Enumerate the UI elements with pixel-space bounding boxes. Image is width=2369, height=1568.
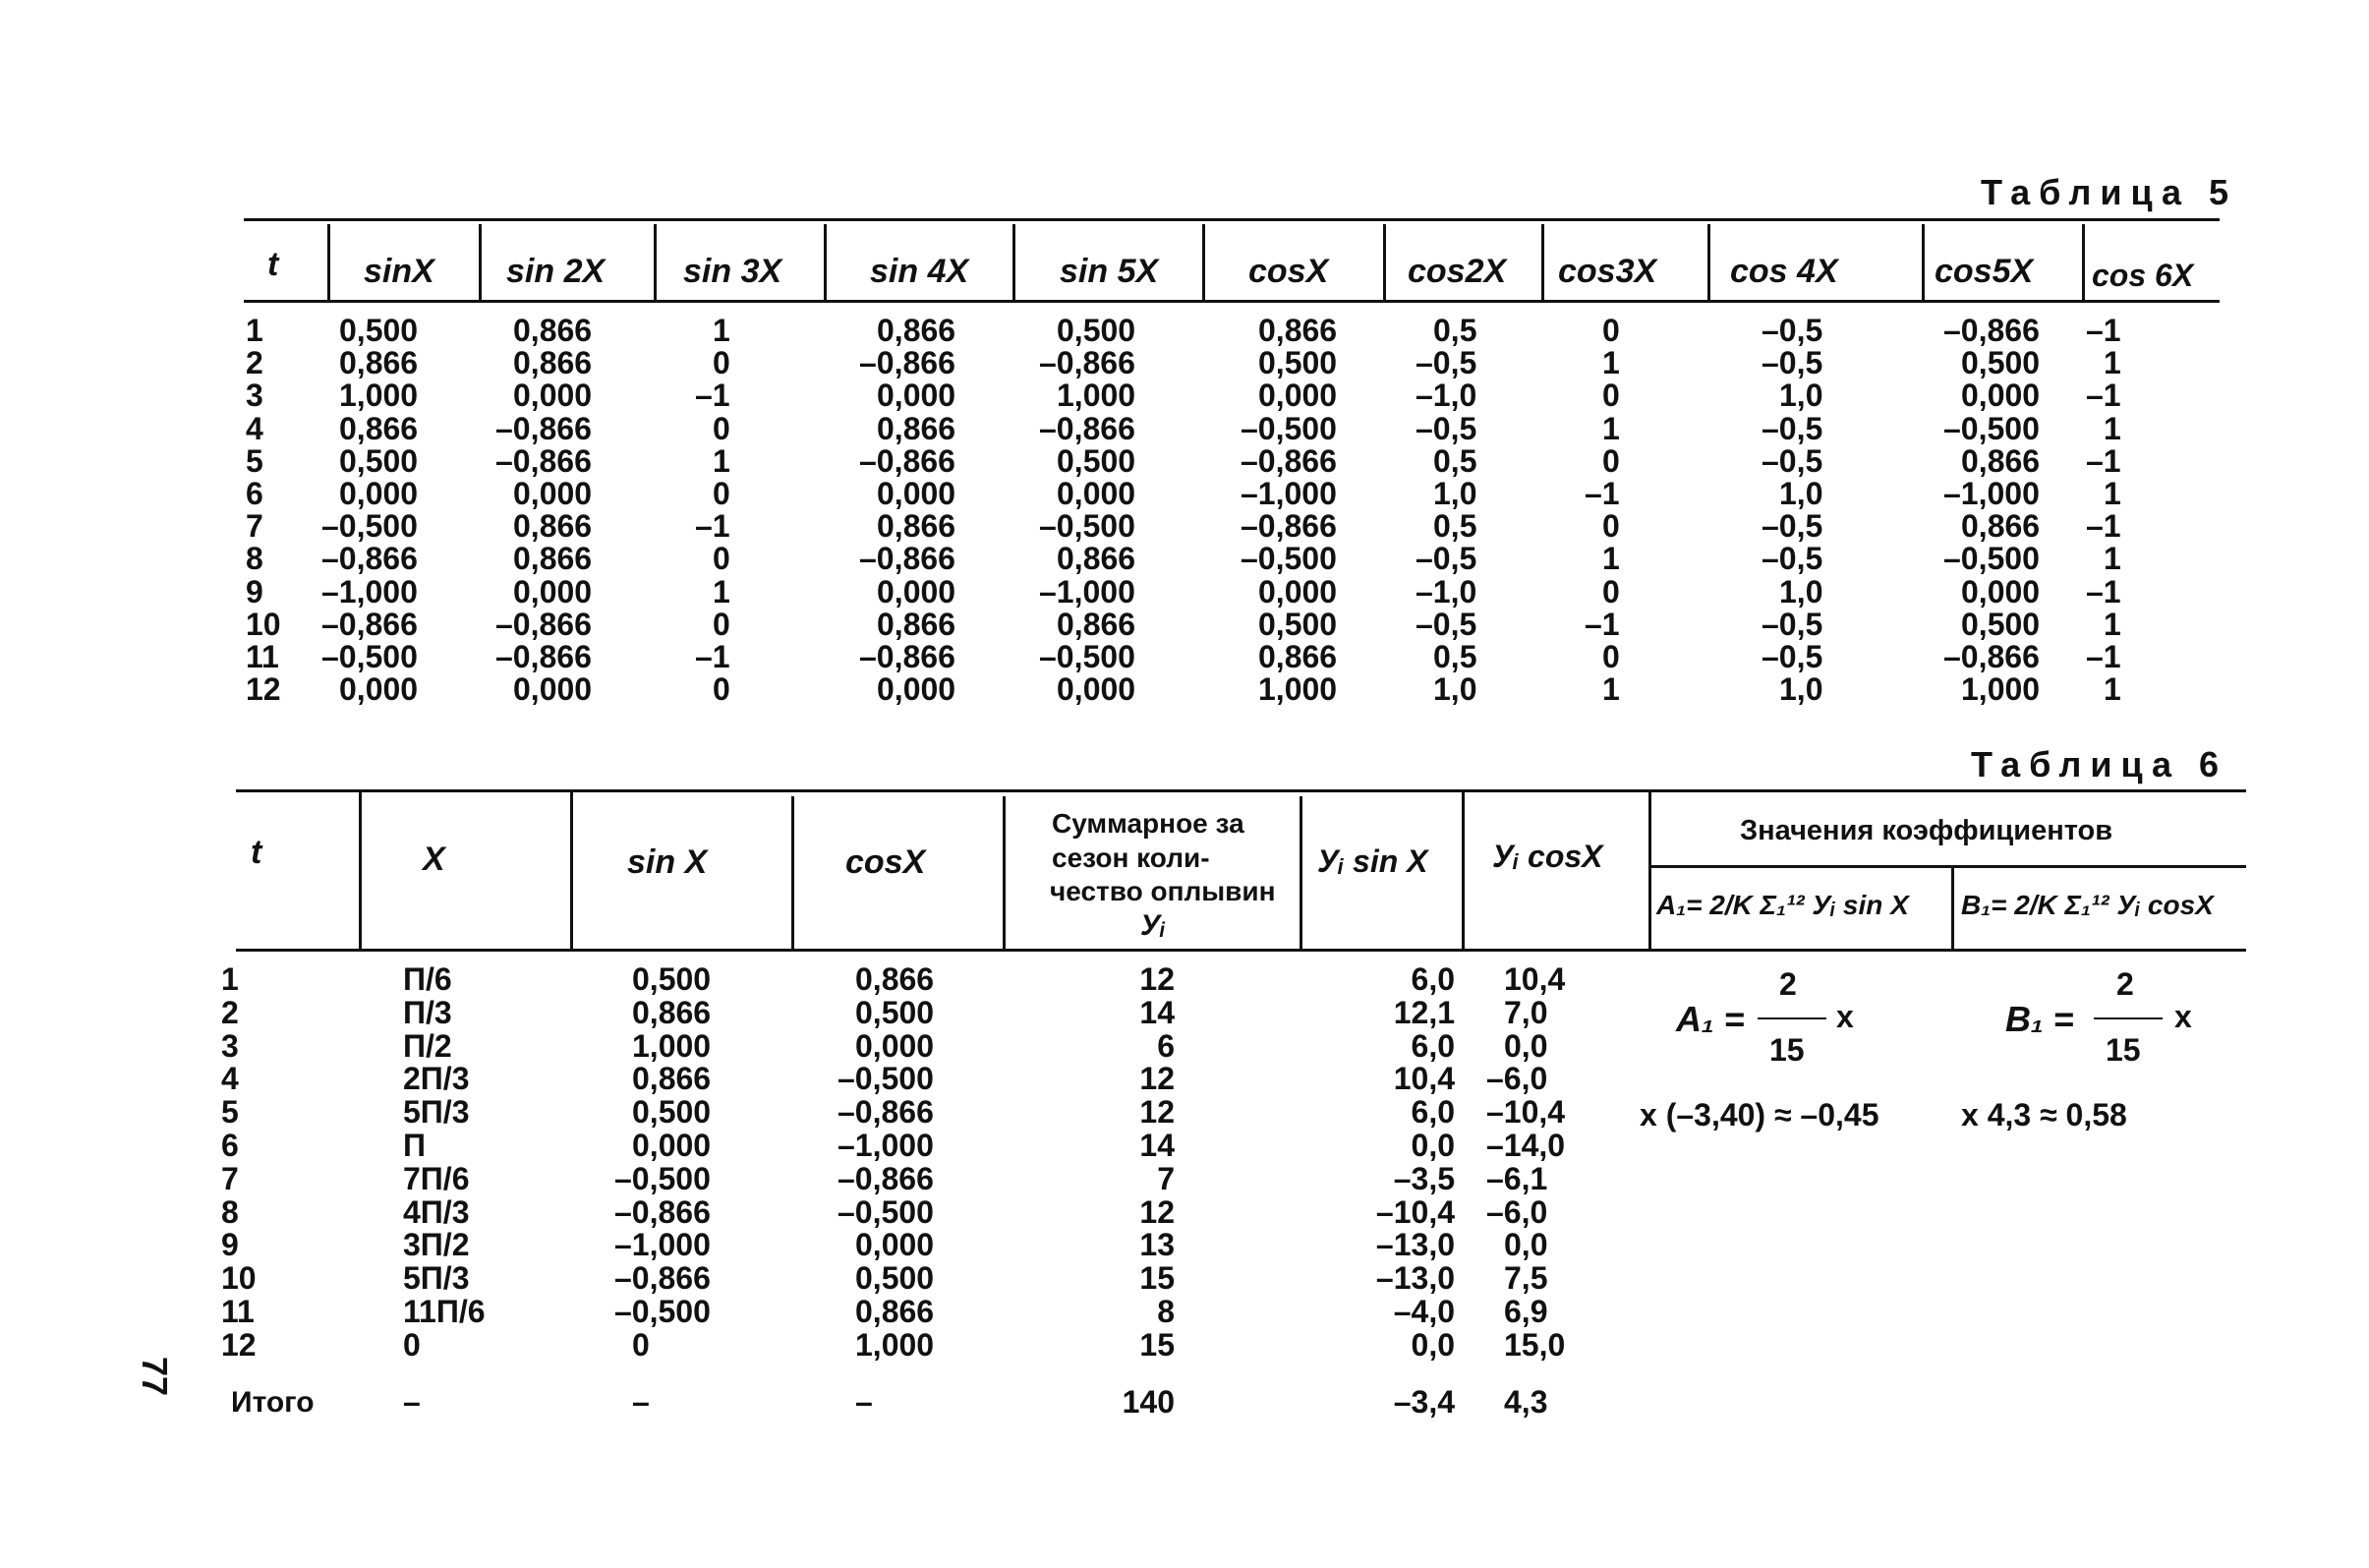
- table5-cell-t: 7: [246, 508, 263, 544]
- table5-cell-cos3x: 0: [1602, 508, 1620, 544]
- table5-header-cos5x: cos5X: [1935, 253, 2034, 290]
- table6-cell-sum-y: 14: [1139, 995, 1175, 1030]
- table6-cell-t: 11: [221, 1294, 255, 1329]
- table6-cell-sinx: –0,500: [614, 1161, 711, 1196]
- table5-cell-cos4x: 1,0: [1779, 671, 1823, 707]
- table6-cell-cosx: –0,866: [838, 1161, 934, 1196]
- table5-cell-cosx: –0,500: [1241, 541, 1337, 576]
- table5-cell-sin5x: 0,500: [1057, 443, 1136, 479]
- table5-cell-cosx: –0,500: [1241, 411, 1337, 446]
- table6-cell-sum-y: 13: [1139, 1227, 1175, 1262]
- b1-calc-den: 15: [2106, 1032, 2141, 1068]
- table5-cell-cos6x: 1: [2104, 476, 2121, 511]
- b1-calc-lhs: B₁ =: [2005, 999, 2074, 1039]
- table6-total-x: –: [403, 1384, 421, 1420]
- table6-cell-t: 9: [221, 1227, 239, 1262]
- table6-cell-cosx: –0,500: [838, 1061, 934, 1096]
- table6-cell-ycosx: –6,0: [1486, 1061, 1548, 1096]
- table5-cell-cos3x: 0: [1602, 443, 1620, 479]
- table5-cell-sin2x: 0,866: [513, 508, 593, 544]
- table6-cell-ycosx: 6,9: [1504, 1294, 1548, 1329]
- a1-calc-den: 15: [1769, 1032, 1805, 1068]
- table5-cell-t: 12: [246, 671, 281, 707]
- table5-cell-t: 6: [246, 476, 263, 511]
- table6-cell-ysinx: –10,4: [1375, 1194, 1455, 1230]
- table5-cell-cos3x: –1: [1585, 607, 1620, 642]
- table5-cell-cos5x: –0,500: [1943, 541, 2040, 576]
- table5-header-sin2x: sin 2X: [506, 253, 606, 290]
- table6-cell-x: 2П/3: [403, 1061, 470, 1096]
- table5-cell-cos5x: 0,500: [1961, 345, 2041, 380]
- table6-cell-ysinx: 6,0: [1411, 1094, 1455, 1130]
- table5-cell-cosx: –0,866: [1241, 508, 1337, 544]
- table5-cell-sin3x: 1: [713, 443, 730, 479]
- table5-cell-sin5x: –0,500: [1039, 639, 1135, 674]
- table5-cell-cos3x: 1: [1602, 345, 1620, 380]
- table6-header-cosx: cosX: [845, 843, 926, 881]
- table5-caption: Таблица 5: [1981, 172, 2238, 212]
- table5-cell-sin5x: –0,866: [1039, 345, 1135, 380]
- table5-header-cos3x: cos3X: [1558, 253, 1657, 290]
- table5-top-rule: [244, 218, 2220, 221]
- b1-calc-times: x: [2174, 999, 2192, 1034]
- table5-cell-sin2x: 0,000: [513, 377, 593, 413]
- table6-cell-sinx: –0,500: [614, 1294, 711, 1329]
- table5-col-sep: [1383, 224, 1386, 301]
- table5-cell-cos6x: –1: [2086, 377, 2121, 413]
- table6-cell-sinx: 1,000: [632, 1028, 712, 1064]
- table5-cell-cos3x: 0: [1602, 313, 1620, 348]
- table5-cell-cos2x: 0,5: [1433, 313, 1477, 348]
- table5-cell-cos5x: 0,866: [1961, 443, 2041, 479]
- table6-cell-sinx: 0,866: [632, 1061, 712, 1096]
- table6-cell-ysinx: –4,0: [1393, 1294, 1455, 1329]
- table6-cell-t: 6: [221, 1128, 239, 1163]
- table6-cell-ysinx: 6,0: [1411, 1028, 1455, 1064]
- table5-cell-sin4x: –0,866: [859, 345, 955, 380]
- table5-cell-cos6x: 1: [2104, 541, 2121, 576]
- table5-cell-t: 9: [246, 574, 263, 610]
- table6-cell-sinx: 0,500: [632, 1094, 712, 1130]
- table5-cell-cosx: 0,866: [1258, 313, 1338, 348]
- table6-col-sep: [1951, 867, 1954, 949]
- table5-cell-cos5x: 1,000: [1961, 671, 2041, 707]
- table6-cell-x: 7П/6: [403, 1161, 470, 1196]
- table6-cell-cosx: –0,866: [838, 1094, 934, 1130]
- table6-total-ysinx: –3,4: [1393, 1384, 1455, 1420]
- table6-cell-cosx: 0,500: [855, 1260, 935, 1296]
- table6-col-sep: [1003, 796, 1006, 949]
- table5-cell-cos4x: –0,5: [1762, 411, 1823, 446]
- table6-total-sum-y: 140: [1122, 1384, 1175, 1420]
- table5-cell-sin4x: 0,866: [877, 313, 956, 348]
- table6-cell-x: 0: [403, 1327, 421, 1363]
- table6-cell-sum-y: 12: [1139, 1194, 1175, 1230]
- table6-caption: Таблица 6: [1971, 744, 2228, 784]
- table5-col-sep: [479, 224, 482, 301]
- table5-cell-cos2x: –0,5: [1416, 411, 1477, 446]
- table6-top-rule: [236, 789, 2246, 792]
- table6-cell-x: 5П/3: [403, 1260, 470, 1296]
- table5-cell-sin4x: 0,000: [877, 574, 956, 610]
- table5-cell-sin4x: 0,866: [877, 508, 956, 544]
- table5-cell-sin3x: 1: [713, 574, 730, 610]
- table5-cell-cos3x: 1: [1602, 541, 1620, 576]
- table6-cell-x: П: [403, 1128, 426, 1163]
- table5-cell-cosx: 0,500: [1258, 345, 1338, 380]
- table5-cell-sin3x: 0: [713, 671, 730, 707]
- table5-cell-cos6x: –1: [2086, 574, 2121, 610]
- table5-cell-cos2x: –1,0: [1416, 574, 1477, 610]
- table5-header-cos2x: cos2X: [1408, 253, 1507, 290]
- table5-cell-cos4x: 1,0: [1779, 377, 1823, 413]
- table6-cell-ysinx: 10,4: [1393, 1061, 1455, 1096]
- table5-cell-cos3x: 1: [1602, 671, 1620, 707]
- table5-cell-cos6x: –1: [2086, 443, 2121, 479]
- table5-cell-sin5x: 0,000: [1057, 476, 1136, 511]
- a1-calc-times: x: [1836, 999, 1854, 1034]
- table5-cell-sinx: 0,866: [339, 345, 419, 380]
- table6-cell-cosx: 0,000: [855, 1028, 935, 1064]
- table5-cell-sin3x: –1: [695, 508, 730, 544]
- table6-cell-sinx: –1,000: [614, 1227, 711, 1262]
- table5-cell-cos6x: –1: [2086, 313, 2121, 348]
- table5-cell-t: 4: [246, 411, 263, 446]
- table5-cell-sinx: –1,000: [321, 574, 418, 610]
- a1-calc-result: x (–3,40) ≈ –0,45: [1640, 1097, 1879, 1132]
- table5-cell-cos4x: –0,5: [1762, 313, 1823, 348]
- table5-cell-t: 10: [246, 607, 281, 642]
- table6-total-ycosx: 4,3: [1504, 1384, 1548, 1420]
- table6-total-cosx: –: [855, 1384, 873, 1420]
- table5-cell-sin3x: 0: [713, 541, 730, 576]
- table5-cell-sin4x: –0,866: [859, 443, 955, 479]
- table5-cell-sin5x: –0,500: [1039, 508, 1135, 544]
- table6-cell-ycosx: –14,0: [1486, 1128, 1566, 1163]
- table5-cell-cos5x: 0,000: [1961, 574, 2041, 610]
- table6-cell-cosx: 0,866: [855, 1294, 935, 1329]
- table6-cell-sum-y: 15: [1139, 1260, 1175, 1296]
- table5-cell-sin3x: 1: [713, 313, 730, 348]
- table6-cell-x: 5П/3: [403, 1094, 470, 1130]
- table5-cell-sinx: 1,000: [339, 377, 419, 413]
- table6-cell-sum-y: 12: [1139, 1061, 1175, 1096]
- table5-cell-cos4x: 1,0: [1779, 574, 1823, 610]
- table5-cell-cos4x: –0,5: [1762, 508, 1823, 544]
- table5-cell-t: 2: [246, 345, 263, 380]
- table5-cell-t: 8: [246, 541, 263, 576]
- table5-cell-sin4x: 0,000: [877, 377, 956, 413]
- table6-cell-t: 3: [221, 1028, 239, 1064]
- table6-cell-ycosx: –6,0: [1486, 1194, 1548, 1230]
- table5-cell-cos2x: 0,5: [1433, 443, 1477, 479]
- table5-cell-cos3x: –1: [1585, 476, 1620, 511]
- table5-cell-sinx: –0,866: [321, 541, 418, 576]
- table6-coef-rule: [1648, 865, 2246, 868]
- table5-cell-sinx: 0,000: [339, 671, 419, 707]
- table5-cell-cosx: 1,000: [1258, 671, 1338, 707]
- table5-cell-cos5x: 0,866: [1961, 508, 2041, 544]
- table5-cell-sin5x: 0,866: [1057, 607, 1136, 642]
- table5-cell-sin2x: 0,000: [513, 574, 593, 610]
- table5-cell-cosx: –1,000: [1241, 476, 1337, 511]
- table6-cell-ycosx: 0,0: [1504, 1028, 1548, 1064]
- table5-cell-cos4x: –0,5: [1762, 345, 1823, 380]
- table6-header-sinx: sin X: [627, 843, 708, 881]
- table5-cell-sinx: –0,866: [321, 607, 418, 642]
- table6-cell-ycosx: 7,5: [1504, 1260, 1548, 1296]
- table6-cell-t: 2: [221, 995, 239, 1030]
- table5-cell-cos5x: –1,000: [1943, 476, 2040, 511]
- table5-cell-cos3x: 0: [1602, 574, 1620, 610]
- table5-cell-cos6x: 1: [2104, 607, 2121, 642]
- table6-cell-x: П/3: [403, 995, 452, 1030]
- table6-cell-ycosx: 10,4: [1504, 961, 1566, 997]
- table5-header-t: t: [267, 246, 279, 283]
- table5-cell-cos3x: 0: [1602, 639, 1620, 674]
- table6-cell-ycosx: 0,0: [1504, 1227, 1548, 1262]
- table5-cell-cos5x: 0,500: [1961, 607, 2041, 642]
- table5-col-sep: [824, 224, 827, 301]
- table5-cell-cos2x: –0,5: [1416, 345, 1477, 380]
- table5-cell-cos6x: –1: [2086, 639, 2121, 674]
- table6-cell-t: 4: [221, 1061, 239, 1096]
- table5-cell-cos5x: –0,866: [1943, 313, 2040, 348]
- table5-cell-sin4x: –0,866: [859, 541, 955, 576]
- table5-header-sin4x: sin 4X: [870, 253, 969, 290]
- table6-total-sinx: –: [632, 1384, 650, 1420]
- table6-header-a1-formula: A₁= 2/K Σ₁¹² Уᵢ sin X: [1656, 890, 1909, 920]
- table6-cell-ysinx: 12,1: [1393, 995, 1455, 1030]
- table5-cell-cos4x: –0,5: [1762, 639, 1823, 674]
- table6-cell-cosx: –1,000: [838, 1128, 934, 1163]
- table5-cell-sin5x: 0,866: [1057, 541, 1136, 576]
- table6-cell-t: 1: [221, 961, 239, 997]
- table6-cell-cosx: 0,000: [855, 1227, 935, 1262]
- table5-cell-sinx: 0,000: [339, 476, 419, 511]
- table5-cell-sin2x: –0,866: [495, 639, 592, 674]
- table6-cell-sum-y: 14: [1139, 1128, 1175, 1163]
- table5-cell-sin5x: 1,000: [1057, 377, 1136, 413]
- table5-cell-cos6x: –1: [2086, 508, 2121, 544]
- table5-cell-sinx: 0,500: [339, 313, 419, 348]
- table5-cell-cos5x: 0,000: [1961, 377, 2041, 413]
- table5-cell-t: 5: [246, 443, 263, 479]
- table5-cell-cosx: 0,000: [1258, 377, 1338, 413]
- table5-cell-cos2x: 0,5: [1433, 639, 1477, 674]
- table6-cell-sum-y: 7: [1157, 1161, 1175, 1196]
- table5-cell-sin5x: –1,000: [1039, 574, 1135, 610]
- table6-cell-t: 12: [221, 1327, 257, 1363]
- table5-cell-sin4x: 0,000: [877, 476, 956, 511]
- table5-cell-sin3x: 0: [713, 476, 730, 511]
- table5-cell-cos6x: 1: [2104, 345, 2121, 380]
- table5-cell-sin4x: 0,866: [877, 607, 956, 642]
- table6-cell-ycosx: 7,0: [1504, 995, 1548, 1030]
- table6-cell-sinx: 0,500: [632, 961, 712, 997]
- table6-cell-cosx: 0,866: [855, 961, 935, 997]
- table5-header-cos6x: cos 6X: [2092, 258, 2194, 293]
- table6-cell-ysinx: 0,0: [1411, 1128, 1455, 1163]
- table6-cell-x: П/2: [403, 1028, 452, 1064]
- table5-cell-sin2x: 0,866: [513, 345, 593, 380]
- table6-cell-cosx: 0,500: [855, 995, 935, 1030]
- table5-cell-sinx: 0,500: [339, 443, 419, 479]
- table5-cell-cosx: 0,866: [1258, 639, 1338, 674]
- table5-cell-cos2x: 0,5: [1433, 508, 1477, 544]
- table5-cell-cos5x: –0,500: [1943, 411, 2040, 446]
- table5-header-sinx: sinX: [364, 253, 434, 290]
- b1-calc-num: 2: [2116, 966, 2134, 1002]
- table5-cell-cos2x: –0,5: [1416, 541, 1477, 576]
- table6-header-coef-group: Значения коэффициентов: [1740, 815, 2113, 846]
- table6-col-sep: [359, 791, 362, 949]
- a1-calc-lhs: A₁ =: [1676, 999, 1745, 1039]
- table6-total-label: Итого: [231, 1386, 315, 1419]
- table5-cell-sin5x: –0,866: [1039, 411, 1135, 446]
- table6-header-t: t: [251, 834, 262, 871]
- table5-cell-sinx: –0,500: [321, 508, 418, 544]
- table5-cell-cos6x: 1: [2104, 671, 2121, 707]
- table5-cell-sinx: –0,500: [321, 639, 418, 674]
- table6-col-sep: [570, 791, 573, 949]
- table5-cell-cos5x: –0,866: [1943, 639, 2040, 674]
- table6-cell-sum-y: 12: [1139, 1094, 1175, 1130]
- table6-cell-x: П/6: [403, 961, 452, 997]
- table5-cell-sin4x: 0,866: [877, 411, 956, 446]
- table5-cell-sin2x: 0,000: [513, 476, 593, 511]
- table6-cell-t: 5: [221, 1094, 239, 1130]
- table5-col-sep: [654, 224, 657, 301]
- table6-cell-ysinx: –13,0: [1375, 1260, 1455, 1296]
- table6-cell-ycosx: –10,4: [1486, 1094, 1566, 1130]
- table6-cell-sinx: 0,000: [632, 1128, 712, 1163]
- table6-cell-t: 10: [221, 1260, 257, 1296]
- table5-cell-cos2x: –0,5: [1416, 607, 1477, 642]
- table6-cell-sinx: 0: [632, 1327, 650, 1363]
- table6-cell-sum-y: 15: [1139, 1327, 1175, 1363]
- table5-cell-sin2x: 0,866: [513, 541, 593, 576]
- a1-calc-num: 2: [1779, 966, 1797, 1002]
- table6-col-sep: [1462, 791, 1465, 949]
- table5-cell-sin5x: 0,000: [1057, 671, 1136, 707]
- table6-header-x: X: [423, 841, 445, 878]
- table5-col-sep: [1541, 224, 1544, 301]
- table5-cell-cos4x: –0,5: [1762, 607, 1823, 642]
- table5-cell-sin3x: 0: [713, 345, 730, 380]
- table5-cell-cos2x: 1,0: [1433, 671, 1477, 707]
- table5-cell-cosx: 0,500: [1258, 607, 1338, 642]
- table5-cell-sinx: 0,866: [339, 411, 419, 446]
- table5-col-sep: [327, 224, 330, 301]
- table5-header-cosx: cosX: [1248, 253, 1329, 290]
- table6-cell-sinx: 0,866: [632, 995, 712, 1030]
- table5-cell-t: 11: [246, 639, 279, 674]
- table5-cell-sin3x: –1: [695, 639, 730, 674]
- table5-cell-sin2x: –0,866: [495, 443, 592, 479]
- table5-cell-cos4x: 1,0: [1779, 476, 1823, 511]
- table6-cell-sum-y: 12: [1139, 961, 1175, 997]
- table5-cell-cos4x: –0,5: [1762, 541, 1823, 576]
- table5-cell-cos2x: 1,0: [1433, 476, 1477, 511]
- table5-cell-cosx: 0,000: [1258, 574, 1338, 610]
- table6-header-sum-line2: сезон коли-: [1052, 842, 1210, 873]
- table5-cell-sin2x: 0,866: [513, 313, 593, 348]
- table5-cell-sin3x: 0: [713, 411, 730, 446]
- a1-fraction-bar: [1758, 1017, 1826, 1019]
- table5-cell-sin2x: –0,866: [495, 411, 592, 446]
- table6-cell-sinx: –0,866: [614, 1194, 711, 1230]
- table5-cell-sin5x: 0,500: [1057, 313, 1136, 348]
- table6-cell-ysinx: –13,0: [1375, 1227, 1455, 1262]
- table6-cell-ysinx: 0,0: [1411, 1327, 1455, 1363]
- table6-col-sep: [1648, 791, 1651, 949]
- table6-cell-sinx: –0,866: [614, 1260, 711, 1296]
- table6-cell-t: 8: [221, 1194, 239, 1230]
- table5-cell-cos4x: –0,5: [1762, 443, 1823, 479]
- table6-header-sum-line1: Суммарное за: [1052, 808, 1244, 839]
- table6-cell-cosx: 1,000: [855, 1327, 935, 1363]
- table6-header-b1-formula: B₁= 2/K Σ₁¹² Уᵢ cosX: [1961, 890, 2214, 920]
- table5-col-sep: [2082, 224, 2085, 301]
- table6-header-ycos: Уᵢ cosX: [1492, 839, 1603, 874]
- table6-cell-x: 3П/2: [403, 1227, 470, 1262]
- table5-col-sep: [1707, 224, 1710, 301]
- page-number: 77: [135, 1357, 175, 1397]
- table6-cell-sum-y: 6: [1157, 1028, 1175, 1064]
- table6-header-sum-line4: Уᵢ: [1140, 909, 1166, 942]
- table5-col-sep: [1922, 224, 1925, 301]
- table5-cell-cos3x: 0: [1602, 377, 1620, 413]
- table6-header-rule: [236, 949, 2246, 952]
- table5-cell-cos3x: 1: [1602, 411, 1620, 446]
- table6-cell-x: 4П/3: [403, 1194, 470, 1230]
- table5-cell-sin4x: –0,866: [859, 639, 955, 674]
- table6-header-sum-line3: чество оплывин: [1050, 876, 1276, 906]
- table6-cell-cosx: –0,500: [838, 1194, 934, 1230]
- table6-cell-x: 11П/6: [403, 1294, 486, 1329]
- table6-cell-ycosx: 15,0: [1504, 1327, 1566, 1363]
- table5-cell-cos2x: –1,0: [1416, 377, 1477, 413]
- table5-cell-sin3x: –1: [695, 377, 730, 413]
- table5-header-sin3x: sin 3X: [683, 253, 782, 290]
- table6-cell-t: 7: [221, 1161, 239, 1196]
- table5-cell-sin3x: 0: [713, 607, 730, 642]
- table5-cell-sin4x: 0,000: [877, 671, 956, 707]
- table5-col-sep: [1202, 224, 1205, 301]
- table5-cell-t: 3: [246, 377, 263, 413]
- table6-header-ysin: Уᵢ sin X: [1317, 843, 1428, 879]
- table5-header-cos4x: cos 4X: [1730, 253, 1838, 290]
- b1-fraction-bar: [2094, 1017, 2163, 1019]
- table6-cell-sum-y: 8: [1157, 1294, 1175, 1329]
- table5-cell-cosx: –0,866: [1241, 443, 1337, 479]
- table6-col-sep: [791, 796, 794, 949]
- table5-col-sep: [1012, 224, 1015, 301]
- table6-cell-ysinx: 6,0: [1411, 961, 1455, 997]
- table5-header-sin5x: sin 5X: [1060, 253, 1159, 290]
- b1-calc-result: x 4,3 ≈ 0,58: [1961, 1097, 2127, 1132]
- table6-col-sep: [1300, 796, 1302, 949]
- table5-cell-sin2x: 0,000: [513, 671, 593, 707]
- table6-cell-ysinx: –3,5: [1393, 1161, 1455, 1196]
- table5-cell-sin2x: –0,866: [495, 607, 592, 642]
- table5-cell-cos6x: 1: [2104, 411, 2121, 446]
- table5-cell-t: 1: [246, 313, 263, 348]
- table6-cell-ycosx: –6,1: [1486, 1161, 1548, 1196]
